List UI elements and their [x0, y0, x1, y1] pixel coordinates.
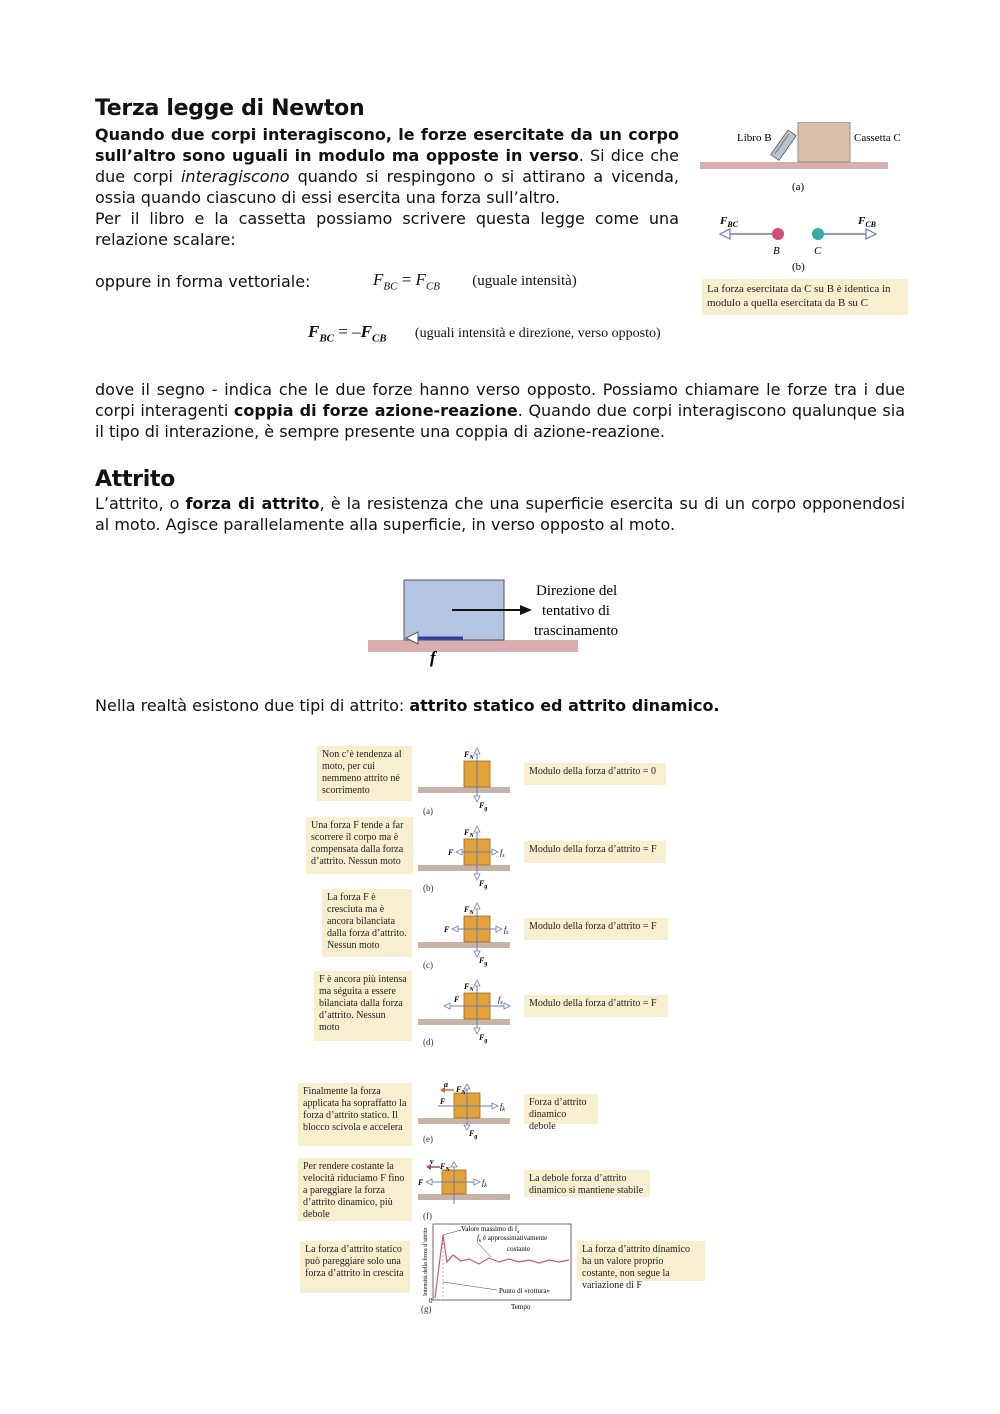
panel-c-result: Modulo della forza d’attrito = F	[524, 918, 668, 940]
graph-ylabel: Intensità della forza d’attrito	[423, 1227, 429, 1296]
section-title-newton: Terza legge di Newton	[95, 96, 365, 121]
label-const: $f_k$ è approssimativamente	[477, 1234, 548, 1244]
panel-g-tag: (g)	[421, 1304, 432, 1314]
panel-e-result: Forza d’attrito dinamico debole	[524, 1094, 598, 1124]
newton-paragraph-2: Per il libro e la cassetta possiamo scrivere questa legge come una relazione scalare:	[95, 209, 679, 249]
panel-f-description: Per rendere costante la velocità riduciamo F fino a pareggiare la forza d’attrito dinamico, più debole	[298, 1158, 412, 1221]
svg-text:fs: $f_s$	[504, 925, 509, 936]
action-reaction-term: coppia di forze azione-reazione	[233, 401, 518, 420]
equation-vector-note: (uguali intensità e direzione, verso opposto)	[414, 326, 661, 341]
newton-paragraph-4: dove il segno - indica che le due forze hanno verso opposto. Possiamo chiamare le forze tra i due corpi interagenti coppia di forze azione-reazione. Quando due corpi interagiscono qualunque sia il tipo di interazione, è sempre presente una coppia di azione-reazione.	[95, 380, 906, 441]
svg-text:F: F	[444, 925, 450, 934]
direction-label-3: trascinamento	[534, 623, 619, 639]
panel-b-result: Modulo della forza d’attrito = F	[524, 841, 666, 863]
newton-law-statement: Quando due corpi interagiscono, le forze esercitate da un corpo sull’altro sono uguali in modulo ma opposte in verso	[95, 125, 679, 165]
friction-paragraph-1: L’attrito, o forza di attrito, è la resistenza che una superficie esercita su di un corpo opponendosi al moto. Agisce parallelamente alla superficie, in verso opposto al moto.	[95, 494, 906, 534]
particle-b	[772, 228, 784, 240]
label-fbc: $F_{BC}$	[720, 215, 739, 229]
label-point-c: C	[814, 245, 822, 257]
svg-text:F: F	[418, 1178, 424, 1187]
svg-text:fs: $f_s$	[500, 848, 505, 859]
label-b: (b)	[792, 261, 805, 273]
panel-c-tag: (c)	[423, 960, 433, 970]
friction-paragraph-2: Nella realtà esistono due tipi di attrito: attrito statico ed attrito dinamico.	[95, 696, 720, 715]
svg-text:F: F	[454, 995, 460, 1004]
svg-text:FN: $F_N$	[464, 982, 474, 993]
svg-text:Fg: $F_g$	[479, 1033, 488, 1044]
svg-text:Fg: $F_g$	[479, 801, 488, 812]
newton-paragraph-3: oppure in forma vettoriale:	[95, 272, 311, 291]
panel-e-diagram	[418, 1080, 518, 1142]
table-surface	[700, 162, 888, 169]
figure-book-box	[700, 122, 912, 317]
svg-text:Fg: $F_g$	[479, 879, 488, 890]
svg-text:fk: $f_k$	[500, 1102, 505, 1113]
panel-c-diagram	[418, 901, 518, 973]
svg-text:fk: $f_k$	[482, 1178, 487, 1189]
panel-f-result: La debole forza d’attrito dinamico si mantiene stabile	[524, 1170, 650, 1197]
svg-text:FN: $F_N$	[440, 1162, 450, 1173]
svg-text:a: a	[444, 1080, 448, 1089]
svg-text:v: v	[430, 1158, 434, 1166]
label-point-b: B	[773, 245, 780, 257]
graph-origin: 0	[429, 1297, 433, 1305]
label-book: Libro B	[737, 132, 772, 144]
svg-text:Fg: $F_g$	[469, 1129, 478, 1140]
direction-label-2: tentativo di	[542, 603, 610, 619]
box-c	[798, 122, 850, 162]
panel-e-tag: (e)	[423, 1134, 433, 1144]
panel-a-result: Modulo della forza d’attrito = 0	[524, 763, 666, 785]
label-max: Valore massimo di $f_s$	[461, 1225, 520, 1235]
panel-c-description: La forza F è cresciuta ma è ancora bilanciata dalla forza d’attrito. Nessun moto	[322, 889, 412, 957]
panel-d-result: Modulo della forza d’attrito = F	[524, 995, 668, 1017]
friction-graph	[413, 1222, 575, 1314]
label-break: Punto di «rottura»	[499, 1287, 550, 1295]
panel-d-description: F è ancora più intensa ma séguita a essere bilanciata dalla forza d’attrito. Nessun moto	[314, 971, 412, 1041]
svg-text:F: F	[448, 848, 454, 857]
equation-scalar: $F_{BC} = F_{CB}$ (uguale intensità)	[373, 270, 577, 293]
label-box: Cassetta C	[854, 132, 901, 144]
panel-g-left-description: La forza d’attrito statico può pareggiare solo una forza d’attrito in crescita	[300, 1241, 410, 1293]
book-b	[771, 130, 796, 160]
newton-text-rest: quando si respingono o si attirano a vicenda, ossia quando ciascuno di essi esercita una forza sull’altro.	[95, 167, 680, 207]
panel-a-tag: (a)	[423, 806, 433, 816]
label-a: (a)	[792, 181, 805, 193]
label-fcb: $F_{CB}$	[858, 215, 877, 229]
equation-scalar-note: (uguale intensità)	[472, 273, 577, 289]
friction-term: forza di attrito	[185, 494, 320, 513]
particle-c	[812, 228, 824, 240]
panel-b-description: Una forza F tende a far scorrere il corpo ma è compensata dalla forza d’attrito. Nessun moto	[306, 817, 413, 874]
svg-text:FN: $F_N$	[456, 1085, 466, 1096]
friction-types-term: attrito statico ed attrito dinamico.	[409, 696, 720, 715]
figure-drag-svg	[368, 575, 648, 667]
figure-newton-caption: La forza esercitata da C su B è identica in modulo a quella esercitata da B su C	[702, 279, 908, 315]
svg-text:FN: $F_N$	[464, 750, 474, 761]
svg-text:costante: costante	[507, 1245, 530, 1253]
newton-paragraph-1	[95, 124, 679, 208]
panel-d-tag: (d)	[423, 1037, 434, 1047]
panel-e-description: Finalmente la forza applicata ha sopraffatto la forza d’attrito statico. Il blocco scivola e accelera	[298, 1083, 412, 1146]
panel-g-right-description: La forza d’attrito dinamico ha un valore proprio costante, non segue la variazione di F	[577, 1241, 705, 1281]
section-title-friction: Attrito	[95, 467, 175, 492]
equation-vector: $F_{BC} = -F_{CB}$ (uguali intensità e direzione, verso opposto)	[308, 322, 661, 345]
panel-f-diagram	[418, 1158, 518, 1216]
panel-a-diagram	[418, 746, 518, 818]
direction-label-1: Direzione del	[536, 583, 618, 599]
figure-drag	[368, 575, 648, 667]
graph-xlabel: Tempo	[511, 1303, 531, 1311]
svg-text:FN: $F_N$	[464, 905, 474, 916]
panel-b-tag: (b)	[423, 883, 434, 893]
friction-f-label: f	[430, 648, 436, 667]
panel-f-tag: (f)	[423, 1211, 432, 1221]
svg-text:F: F	[440, 1097, 446, 1106]
newton-italic-term: interagiscono	[180, 167, 290, 186]
panel-a-description: Non c’è tendenza al moto, per cui nemmeno attrito né scorrimento	[317, 746, 412, 801]
svg-text:Fg: $F_g$	[479, 956, 488, 967]
newton-text: . Si dice che due corpi	[95, 146, 680, 186]
svg-text:fs: $f_s$	[498, 995, 503, 1006]
ground-surface	[368, 640, 578, 652]
svg-text:FN: $F_N$	[464, 828, 474, 839]
